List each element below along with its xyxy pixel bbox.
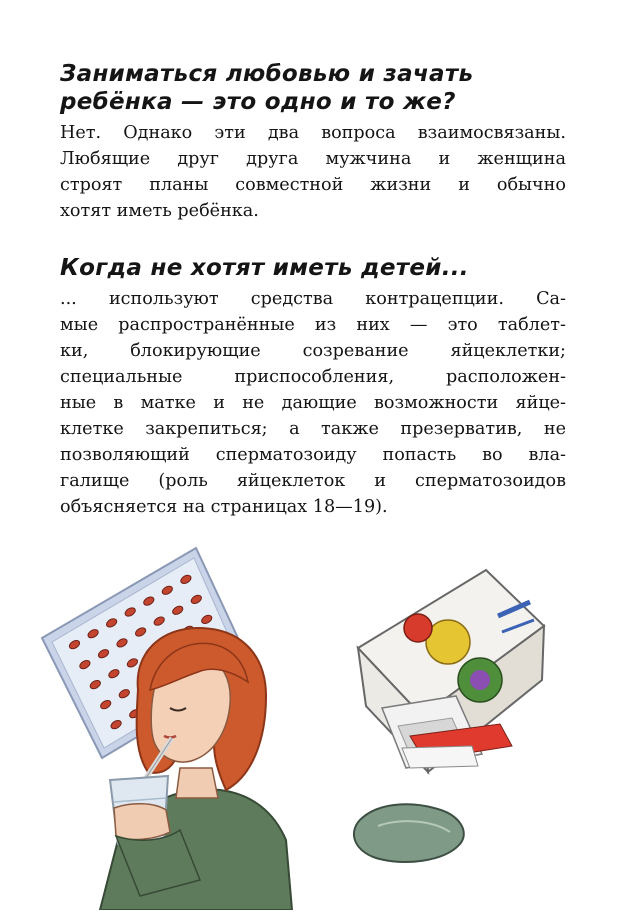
section2-line: клетке закрепиться; а также презерватив, не [60, 419, 566, 439]
condom-box [358, 570, 544, 772]
section2-line: специальные приспособления, расположен- [60, 367, 566, 387]
section2-line: ные в матке и не дающие возможности яйце- [60, 393, 566, 413]
section2-line: позволяющий сперматозоиду попасть во вла- [60, 445, 566, 465]
condom [354, 804, 464, 862]
section1-heading-line1: Заниматься любовью и зачать [60, 61, 474, 87]
section1-line: хотят иметь ребёнка. [60, 201, 259, 221]
section2-heading: Когда не хотят иметь детей... [60, 255, 469, 281]
section1-line: Нет. Однако эти два вопроса взаимосвязаны. [60, 123, 566, 143]
section2-line: ... используют средства контрацепции. Са- [60, 289, 566, 309]
section1-heading-line2: ребёнка — это одно и то же? [60, 89, 456, 115]
section1-line: строят планы совместной жизни и обычно [60, 175, 566, 195]
section1-line: Любящие друг друга мужчина и женщина [60, 149, 566, 169]
section2-line: ки, блокирующие созревание яйцеклетки; [60, 341, 566, 361]
section2-line: мые распространённые из них — это таблет- [60, 315, 566, 335]
hand [114, 804, 170, 840]
section2-line: объясняется на страницах 18—19). [60, 497, 388, 517]
contraception-illustration [30, 540, 590, 910]
section2-line: галище (роль яйцеклеток и сперматозоидов [60, 471, 566, 491]
